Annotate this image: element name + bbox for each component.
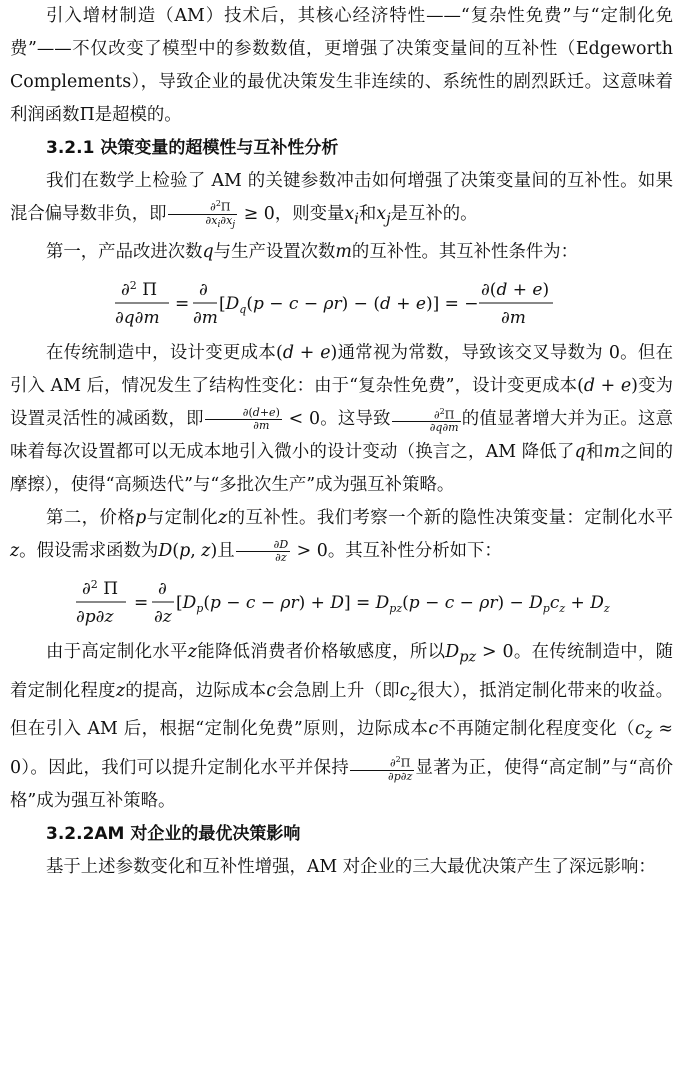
section-heading-3-2-2: 3.2.2AM 对企业的最优决策影响 bbox=[46, 823, 301, 844]
paragraph-complementarity-definition: 我们在数学上检验了 AM 的关键参数冲击如何增强了决策变量间的互补性。如果混合偏导数非负，即 $\frac{\partial^2\Pi}{\partial x_i\partial x_j}$ ≥ 0，则变量$x_i$和$x_j$是互补的。 bbox=[10, 171, 673, 230]
paragraph-intro: 引入增材制造（AM）技术后，其核心经济特性——“复杂性免费”与“定制化免费”——不仅改变了模型中的参数数值，更增强了决策变量间的互补性（Edgeworth Complements），导致企业的最优决策发生非连续的、系统性的剧烈跃迁。这意味着利润函数Π是超模的。 bbox=[10, 6, 673, 125]
svg-text:=: = bbox=[133, 593, 148, 614]
svg-text:∂: ∂ bbox=[157, 579, 167, 600]
svg-text:∂2 Π: ∂$^2$ Π bbox=[120, 279, 157, 301]
paragraph-three-decisions: 基于上述参数变化和互补性增强，AM 对企业的三大最优决策产生了深远影响： bbox=[46, 856, 656, 877]
svg-text:∂z: ∂z bbox=[153, 607, 172, 628]
paragraph-first-complement: 第一，产品改进次数q与生产设置次数m的互补性。其互补性条件为： bbox=[46, 242, 579, 263]
equation-p-z bbox=[10, 572, 673, 630]
svg-text:∂q∂m: ∂q∂m bbox=[114, 308, 160, 329]
svg-text:∂m: ∂m bbox=[500, 308, 526, 329]
svg-text:∂(d + e): ∂(d + e) bbox=[480, 280, 549, 301]
svg-text:[Dp(p − c − ρr) + D] = Dpz(p −: $[D_p(p - c - \rho r) + D] = D_{pz}(p - c - \rho r) - D_pc_z + D_z$ bbox=[175, 593, 610, 616]
paragraph-traditional-vs-am: 在传统制造中，设计变更成本(d + e)通常视为常数，导致该交叉导数为 0。但在引入 AM 后，情况发生了结构性变化：由于“复杂性免费”，设计变更成本(d + e)变为设置灵活性的减函数，即 $\frac{\partial(d+e)}{\partial m}$ < 0。这导致 $\frac{\partial^2\Pi}{\partial q\partial m}$ 的值显著增大并为正。这意味着每次设置都可以无成本地引入微小的设计变动（换言之，AM 降低了q和m之间的摩擦），使得“高频迭代”与“多批次生产”成为强互补策略。 bbox=[10, 343, 673, 496]
paragraph-customization-free: 由于高定制化水平z能降低消费者价格敏感度，所以$D_{pz} > 0$。在传统制造中，随着定制化程度z的提高，边际成本c会急剧上升（即$c_z$很大），抵消定制化带来的收益。但在引入 AM 后，根据“定制化免费”原则，边际成本c不再随定制化程度变化$(c_z \approx 0)$。因此，我们可以提升定制化水平并保持 $\frac{\partial^2\Pi}{\partial p\partial z}$ 显著为正，使得“高定制”与“高价格”成为强互补策略。 bbox=[10, 642, 673, 811]
svg-text:=: = bbox=[174, 294, 189, 315]
svg-text:∂p∂z: ∂p∂z bbox=[75, 607, 113, 628]
svg-text:∂m: ∂m bbox=[192, 308, 218, 329]
paragraph-second-complement: 第二，价格p与定制化z的互补性。我们考察一个新的隐性决策变量：定制化水平z。假设需求函数为D(p, z)且 $\frac{\partial D}{\partial z}$ > 0。其互补性分析如下： bbox=[10, 508, 673, 565]
equation-q-m bbox=[10, 273, 673, 331]
svg-text:∂: ∂ bbox=[198, 280, 208, 301]
svg-text:[Dq(p − c − ρr) − (d + e)] = −: $[D_q(p - c - \rho r) - (d + e)]$ = − bbox=[218, 294, 479, 317]
svg-text:∂2 Π: ∂$^2$ Π bbox=[81, 578, 118, 600]
section-heading-3-2-1: 3.2.1 决策变量的超模性与互补性分析 bbox=[46, 138, 339, 158]
